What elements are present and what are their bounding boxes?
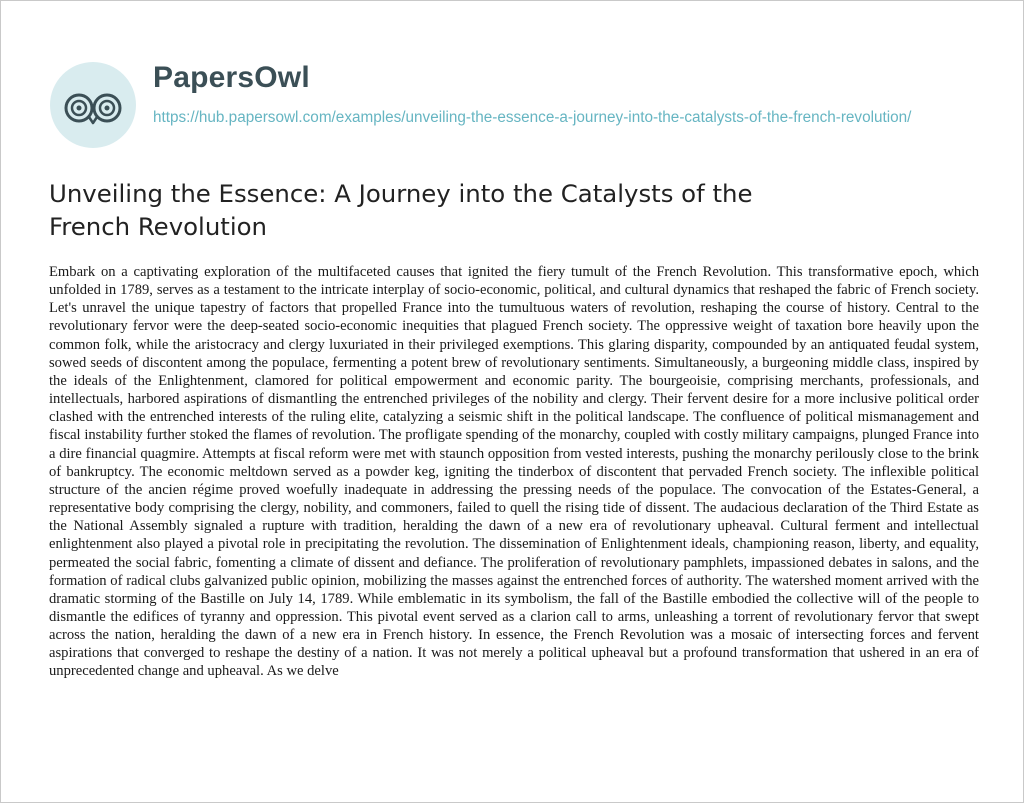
owl-eyes-icon: [49, 61, 137, 149]
document-header: [49, 47, 979, 157]
brand-name: PapersOwl: [153, 61, 310, 94]
essay-body: Embark on a captivating exploration of the multifaceted causes that ignited the fiery tumult of the French Revolution. This transformative epoch, which unfolded in 1789, serves as a testament to the intricate interplay of socio-economic, political, and cultural dynamics that reshaped the fabric of French society. Let's unravel the unique tapestry of factors that propelled France into the tumultuous waters of revolution, reshaping the course of history. Central to the revolutionary fervor were the deep-seated socio-economic inequities that plagued French society. The oppressive weight of taxation bore heavily upon the common folk, while the aristocracy and clergy luxuriated in their privileged exemptions. This glaring disparity, compounded by an antiquated feudal system, sowed seeds of discontent among the populace, fermenting a potent brew of revolutionary sentiments. Simultaneously, a burgeoning middle class, inspired by the ideals of the Enlightenment, clamored for political empowerment and economic parity. The bourgeoisie, comprising merchants, professionals, and intellectuals, harbored aspirations of dismantling the entrenched privileges of the nobility and clergy. Their fervent desire for a more inclusive political order clashed with the entrenched interests of the ruling elite, catalyzing a seismic shift in the political landscape. The confluence of political mismanagement and fiscal instability further stoked the flames of revolution. The profligate spending of the monarchy, coupled with costly military campaigns, plunged France into a dire financial quagmire. Attempts at fiscal reform were met with staunch opposition from vested interests, pushing the monarchy perilously close to the brink of bankruptcy. The economic meltdown served as a powder keg, igniting the tinderbox of discontent that pervaded French society. The inflexible political structure of the ancien régime proved woefully inadequate in addressing the pressing needs of the populace. The convocation of the Estates-General, a representative body comprising the clergy, nobility, and commoners, failed to quell the rising tide of dissent. The audacious declaration of the Third Estate as the National Assembly signaled a rupture with tradition, heralding the dawn of a new era of revolutionary upheaval. Cultural ferment and intellectual enlightenment also played a pivotal role in precipitating the revolution. The dissemination of Enlightenment ideals, championing reason, liberty, and equality, permeated the social fabric, fomenting a climate of dissent and defiance. The proliferation of revolutionary pamphlets, impassioned debates in salons, and the formation of radical clubs galvanized public opinion, mobilizing the masses against the entrenched forces of authority. The watershed moment arrived with the dramatic storming of the Bastille on July 14, 1789. While emblematic in its symbolism, the fall of the Bastille embodied the collective will of the people to dismantle the edifices of tyranny and oppression. This pivotal event served as a clarion call to arms, unleashing a torrent of revolutionary fervor that swept across the nation, heralding the dawn of a new era in French history. In essence, the French Revolution was a mosaic of intersecting forces and fervent aspirations that converged to reshape the destiny of a nation. It was not merely a political upheaval but a profound transformation that ushered in an era of unprecedented change and upheaval. As we delve: [49, 264, 979, 680]
document-title: Unveiling the Essence: A Journey into the Catalysts of the French Revolution: [49, 179, 753, 241]
source-url-link[interactable]: https://hub.papersowl.com/examples/unveiling-the-essence-a-journey-into-the-catalysts-of-the-french-revolution/: [153, 109, 912, 126]
